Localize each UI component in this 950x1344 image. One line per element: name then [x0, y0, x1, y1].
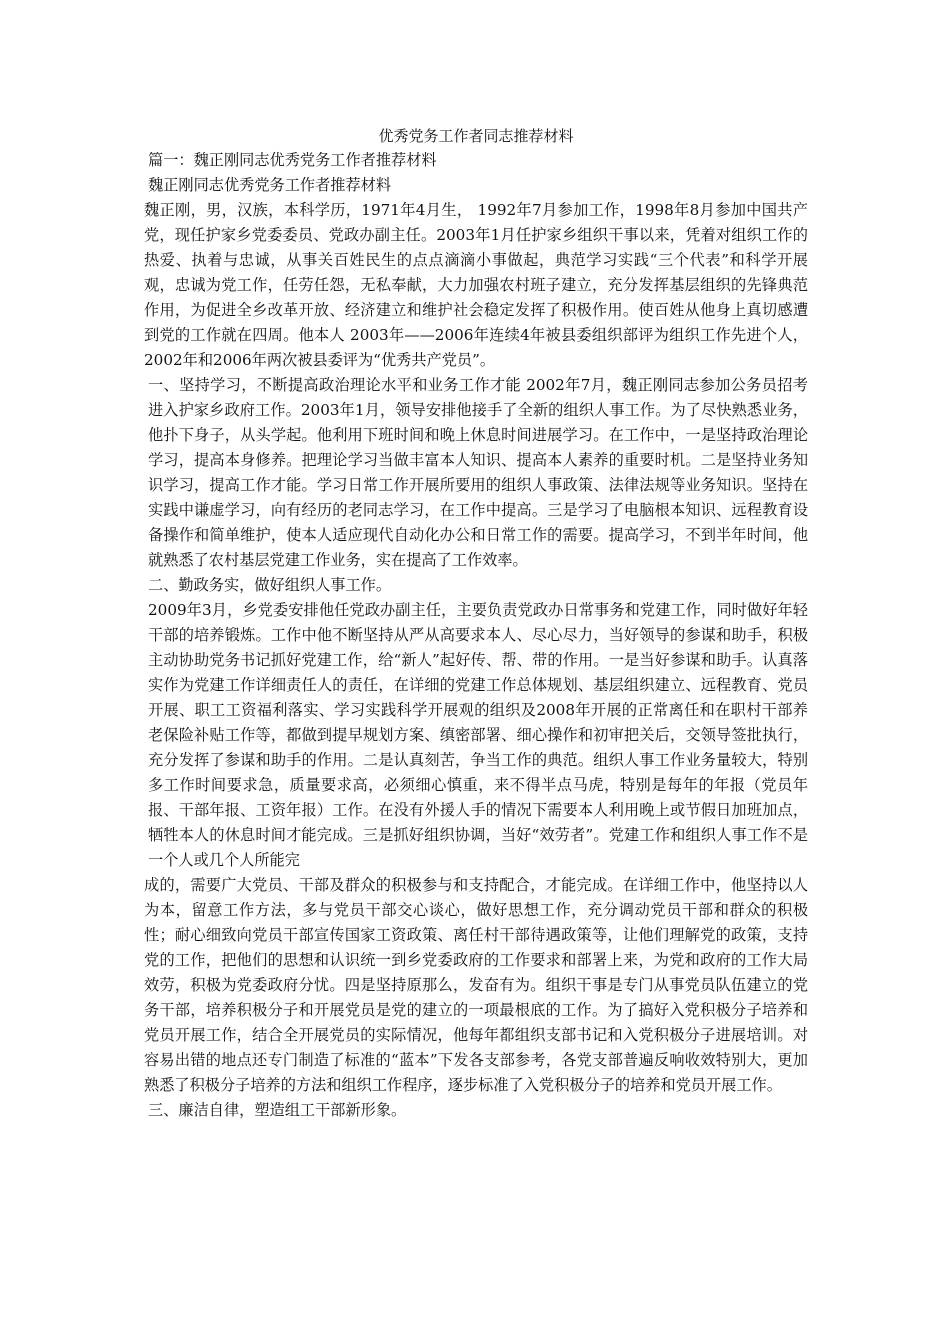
- paragraph-section-two: 2009年3月，乡党委安排他任党政办副主任，主要负责党政办日常事务和党建工作，同时做好年轻干部的培养锻炼。工作中他不断坚持从严从高要求本人、尽心尽力，当好领导的参谋和助手，积极主动协助党务书记抓好党建工作，给“新人”起好传、帮、带的作用。一是当好参谋和助手。认真落实作为党建工作详细责任人的责任，在详细的党建工作总体规划、基层组织建立、远程教育、党员开展、职工工资福利落实、学习实践科学开展观的组织及2008年开展的正常离任和在职村干部养老保险补贴工作等，都做到提早规划方案、缜密部署、细心操作和初审把关后，交领导签批执行，充分发挥了参谋和助手的作用。二是认真刻苦，争当工作的典范。组织人事工作业务量较大，特别多工作时间要求急，质量要求高，必须细心慎重，来不得半点马虎，特别是每年的年报（党员年报、干部年报、工资年报）工作。在没有外援人手的情况下需要本人利用晚上或节假日加班加点，牺牲本人的休息时间才能完成。三是抓好组织协调，当好“效劳者”。党建工作和组织人事工作不是一个人或几个人所能完: [148, 601, 808, 869]
- section-two-heading: 二、勤政务实，做好组织人事工作。: [148, 576, 391, 594]
- name-heading: 魏正刚同志优秀党务工作者推荐材料: [148, 176, 391, 194]
- document-subtitle: 篇一：魏正刚同志优秀党务工作者推荐材料: [148, 151, 437, 169]
- document-page: [144, 124, 808, 1123]
- paragraph-section-one: 一、坚持学习，不断提高政治理论水平和业务工作才能 2002年7月，魏正刚同志参加公务员招考进入护家乡政府工作。2003年1月，领导安排他接手了全新的组织人事工作。为了尽快熟悉业务，他扑下身子，从头学起。他利用下班时间和晚上休息时间进展学习。在工作中，一是坚持政治理论学习，提高本身修养。把理论学习当做丰富本人知识、提高本人素养的重要时机。二是坚持业务知识学习，提高工作才能。学习日常工作开展所要用的组织人事政策、法律法规等业务知识。坚持在实践中谦虚学习，向有经历的老同志学习，在工作中提高。三是学习了电脑根本知识、远程教育设备操作和简单维护，使本人适应现代自动化办公和日常工作的需要。提高学习，不到半年时间，他就熟悉了农村基层党建工作业务，实在提高了工作效率。: [148, 376, 808, 569]
- paragraph-intro: 魏正刚，男，汉族，本科学历，1971年4月生， 1992年7月参加工作，1998年8月参加中国共产党，现任护家乡党委委员、党政办副主任。2003年1月任护家乡组织干事以来，凭着对组织工作的热爱、执着与忠诚，从事关百姓民生的点点滴滴小事做起，典范学习实践“三个代表”和科学开展观，忠诚为党工作，任劳任怨，无私奉献，大力加强农村班子建立，充分发挥基层组织的先锋典范作用，为促进全乡改革开放、经济建立和维护社会稳定发挥了积极作用。使百姓从他身上真切感遭到党的工作就在四周。他本人 2003年——2006年连续4年被县委组织部评为组织工作先进个人，2002年和2006年两次被县委评为“优秀共产党员”。: [144, 201, 808, 369]
- document-title: 优秀党务工作者同志推荐材料: [378, 127, 574, 145]
- section-three-heading: 三、廉洁自律，塑造组工干部新形象。: [148, 1101, 407, 1119]
- paragraph-section-two-continued: 成的，需要广大党员、干部及群众的积极参与和支持配合，才能完成。在详细工作中，他坚持以人为本，留意工作方法，多与党员干部交心谈心，做好思想工作，充分调动党员干部和群众的积极性；耐心细致向党员干部宣传国家工资政策、离任村干部待遇政策等，让他们理解党的政策，支持党的工作，把他们的思想和认识统一到乡党委政府的工作要求和部署上来，为党和政府的工作大局效劳，积极为党委政府分忧。四是坚持原那么，发奋有为。组织干事是专门从事党员队伍建立的党务干部，培养积极分子和开展党员是党的建立的一项最根底的工作。为了搞好入党积极分子培养和党员开展工作，结合全开展党员的实际情况，他每年都组织支部书记和入党积极分子进展培训。对容易出错的地点还专门制造了标准的“蓝本”下发各支部参考，各党支部普遍反响收效特别大，更加熟悉了积极分子培养的方法和组织工作程序，逐步标准了入党积极分子的培养和党员开展工作。: [144, 876, 808, 1094]
